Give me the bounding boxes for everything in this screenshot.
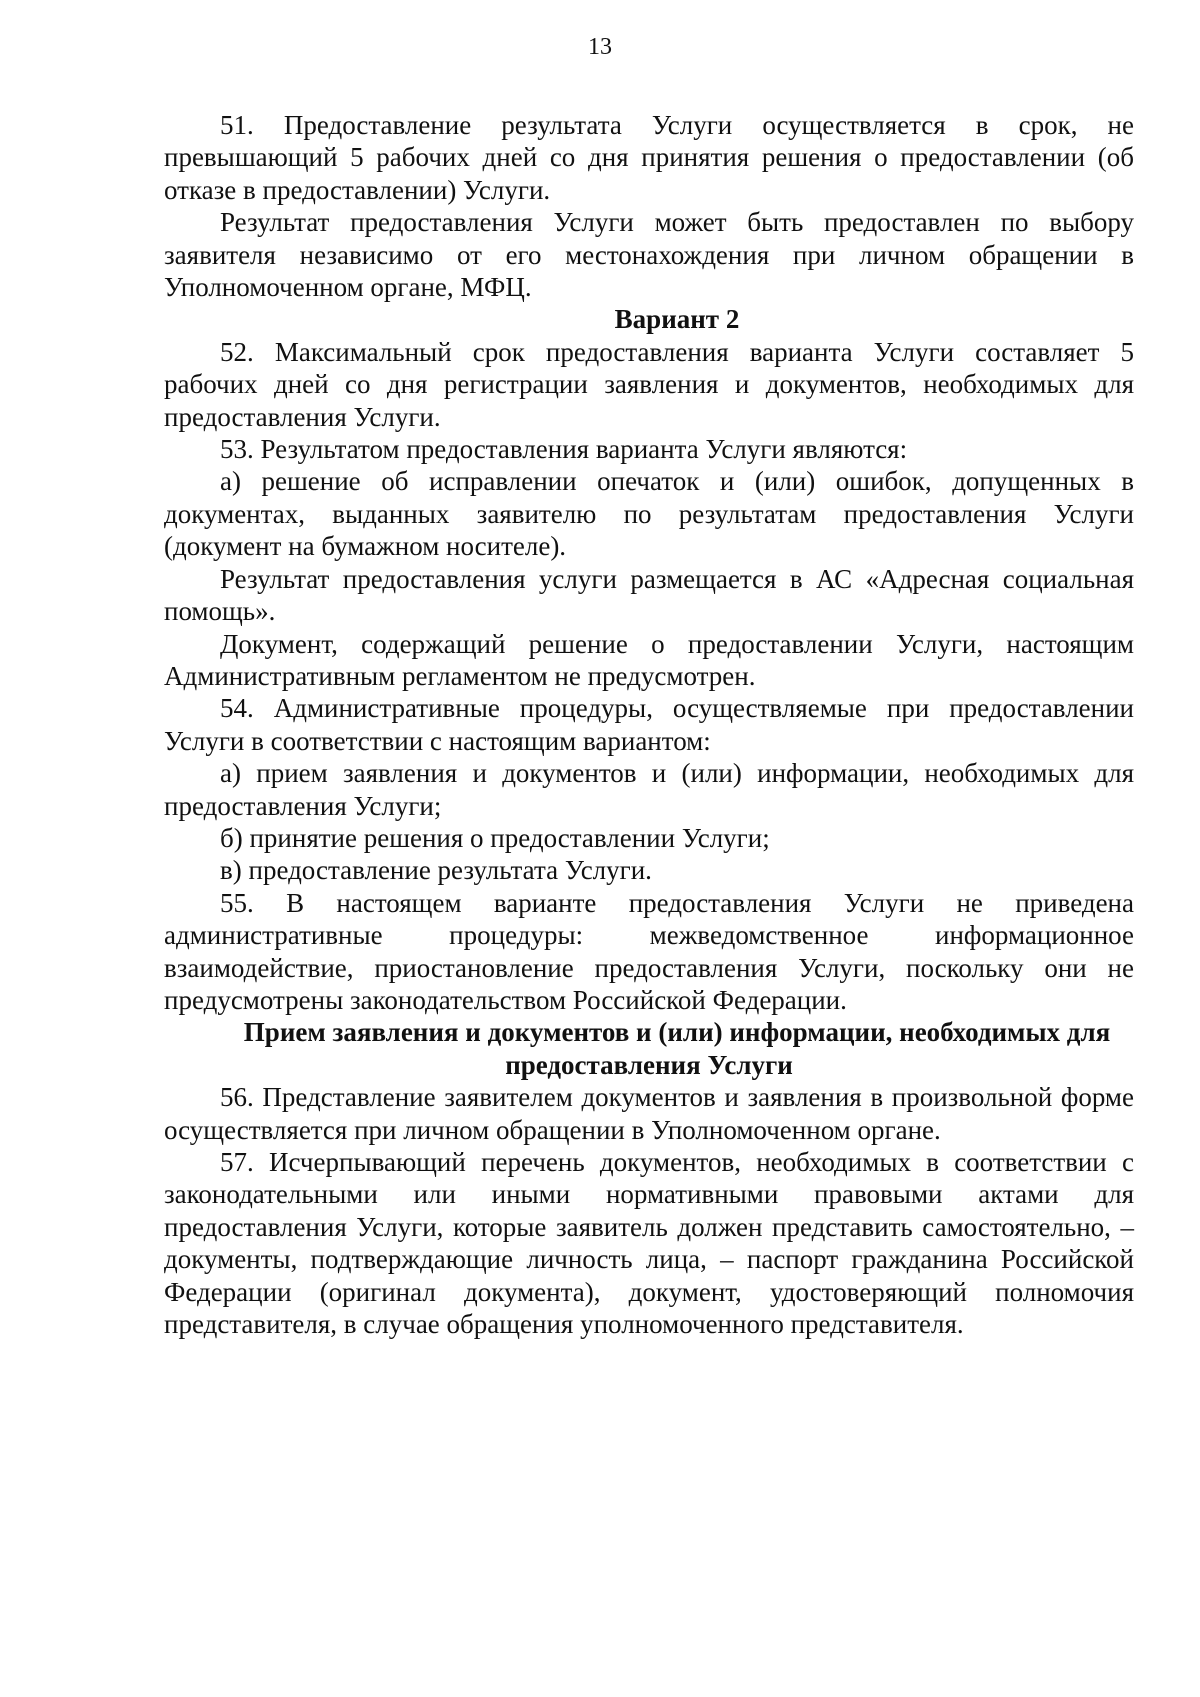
- paragraph-56: 56. Представление заявителем документов и заявления в произвольной форме осуществляется при личном обращении в Уполномоченном органе.: [164, 1082, 1134, 1145]
- paragraph-53-a: а) решение об исправлении опечаток и (или) ошибок, допущенных в документах, выданных заявителю по результатам предоставления Услуги (документ на бумажном носителе).: [164, 466, 1134, 562]
- paragraph-54: 54. Административные процедуры, осуществляемые при предоставлении Услуги в соответствии с настоящим вариантом:: [164, 693, 1134, 756]
- paragraph-52: 52. Максимальный срок предоставления варианта Услуги составляет 5 рабочих дней со дня регистрации заявления и документов, необходимых для предоставления Услуги.: [164, 336, 1134, 432]
- paragraph-54-b: б) принятие решения о предоставлении Услуги;: [220, 822, 770, 853]
- page-number: 13: [588, 34, 612, 60]
- paragraph-55: 55. В настоящем варианте предоставления Услуги не приведена административные процедуры: межведомственное информационное взаимодействие, приостановление предоставления Услуги, поскольку они не предусмотрены законодательством Российской Федерации.: [164, 887, 1134, 1015]
- paragraph-57: 57. Исчерпывающий перечень документов, необходимых в соответствии с законодательными или иными нормативными правовыми актами для предоставления Услуги, которые заявитель должен представить самостоятельно, – документы, подтверждающие личность лица, – паспорт гражданина Российской Федерации (оригинал документа), документ, удостоверяющий полномочия представителя, в случае обращения уполномоченного представителя.: [164, 1147, 1134, 1340]
- paragraph-53-document-note: Документ, содержащий решение о предоставлении Услуги, настоящим Административным регламентом не предусмотрен.: [164, 628, 1134, 691]
- document-body: [164, 109, 1134, 1340]
- paragraph-51-result: Результат предоставления Услуги может быть предоставлен по выбору заявителя независимо от его местонахождения при личном обращении в Уполномоченном органе, МФЦ.: [164, 207, 1134, 303]
- paragraph-53-result-placement: Результат предоставления услуги размещается в АС «Адресная социальная помощь».: [164, 563, 1134, 627]
- paragraph-51: 51. Предоставление результата Услуги осуществляется в срок, не превышающий 5 рабочих дней со дня принятия решения о предоставлении (об отказе в предоставлении) Услуги.: [164, 110, 1134, 205]
- paragraph-54-c: в) предоставление результата Услуги.: [220, 855, 652, 886]
- heading-variant-2: Вариант 2: [614, 304, 740, 335]
- heading-reception: Прием заявления и документов и (или) информации, необходимых для предоставления Услуги: [243, 1017, 1111, 1080]
- paragraph-53: 53. Результатом предоставления варианта Услуги являются:: [220, 434, 908, 465]
- paragraph-54-a: а) прием заявления и документов и (или) информации, необходимых для предоставления Услуги;: [164, 758, 1134, 821]
